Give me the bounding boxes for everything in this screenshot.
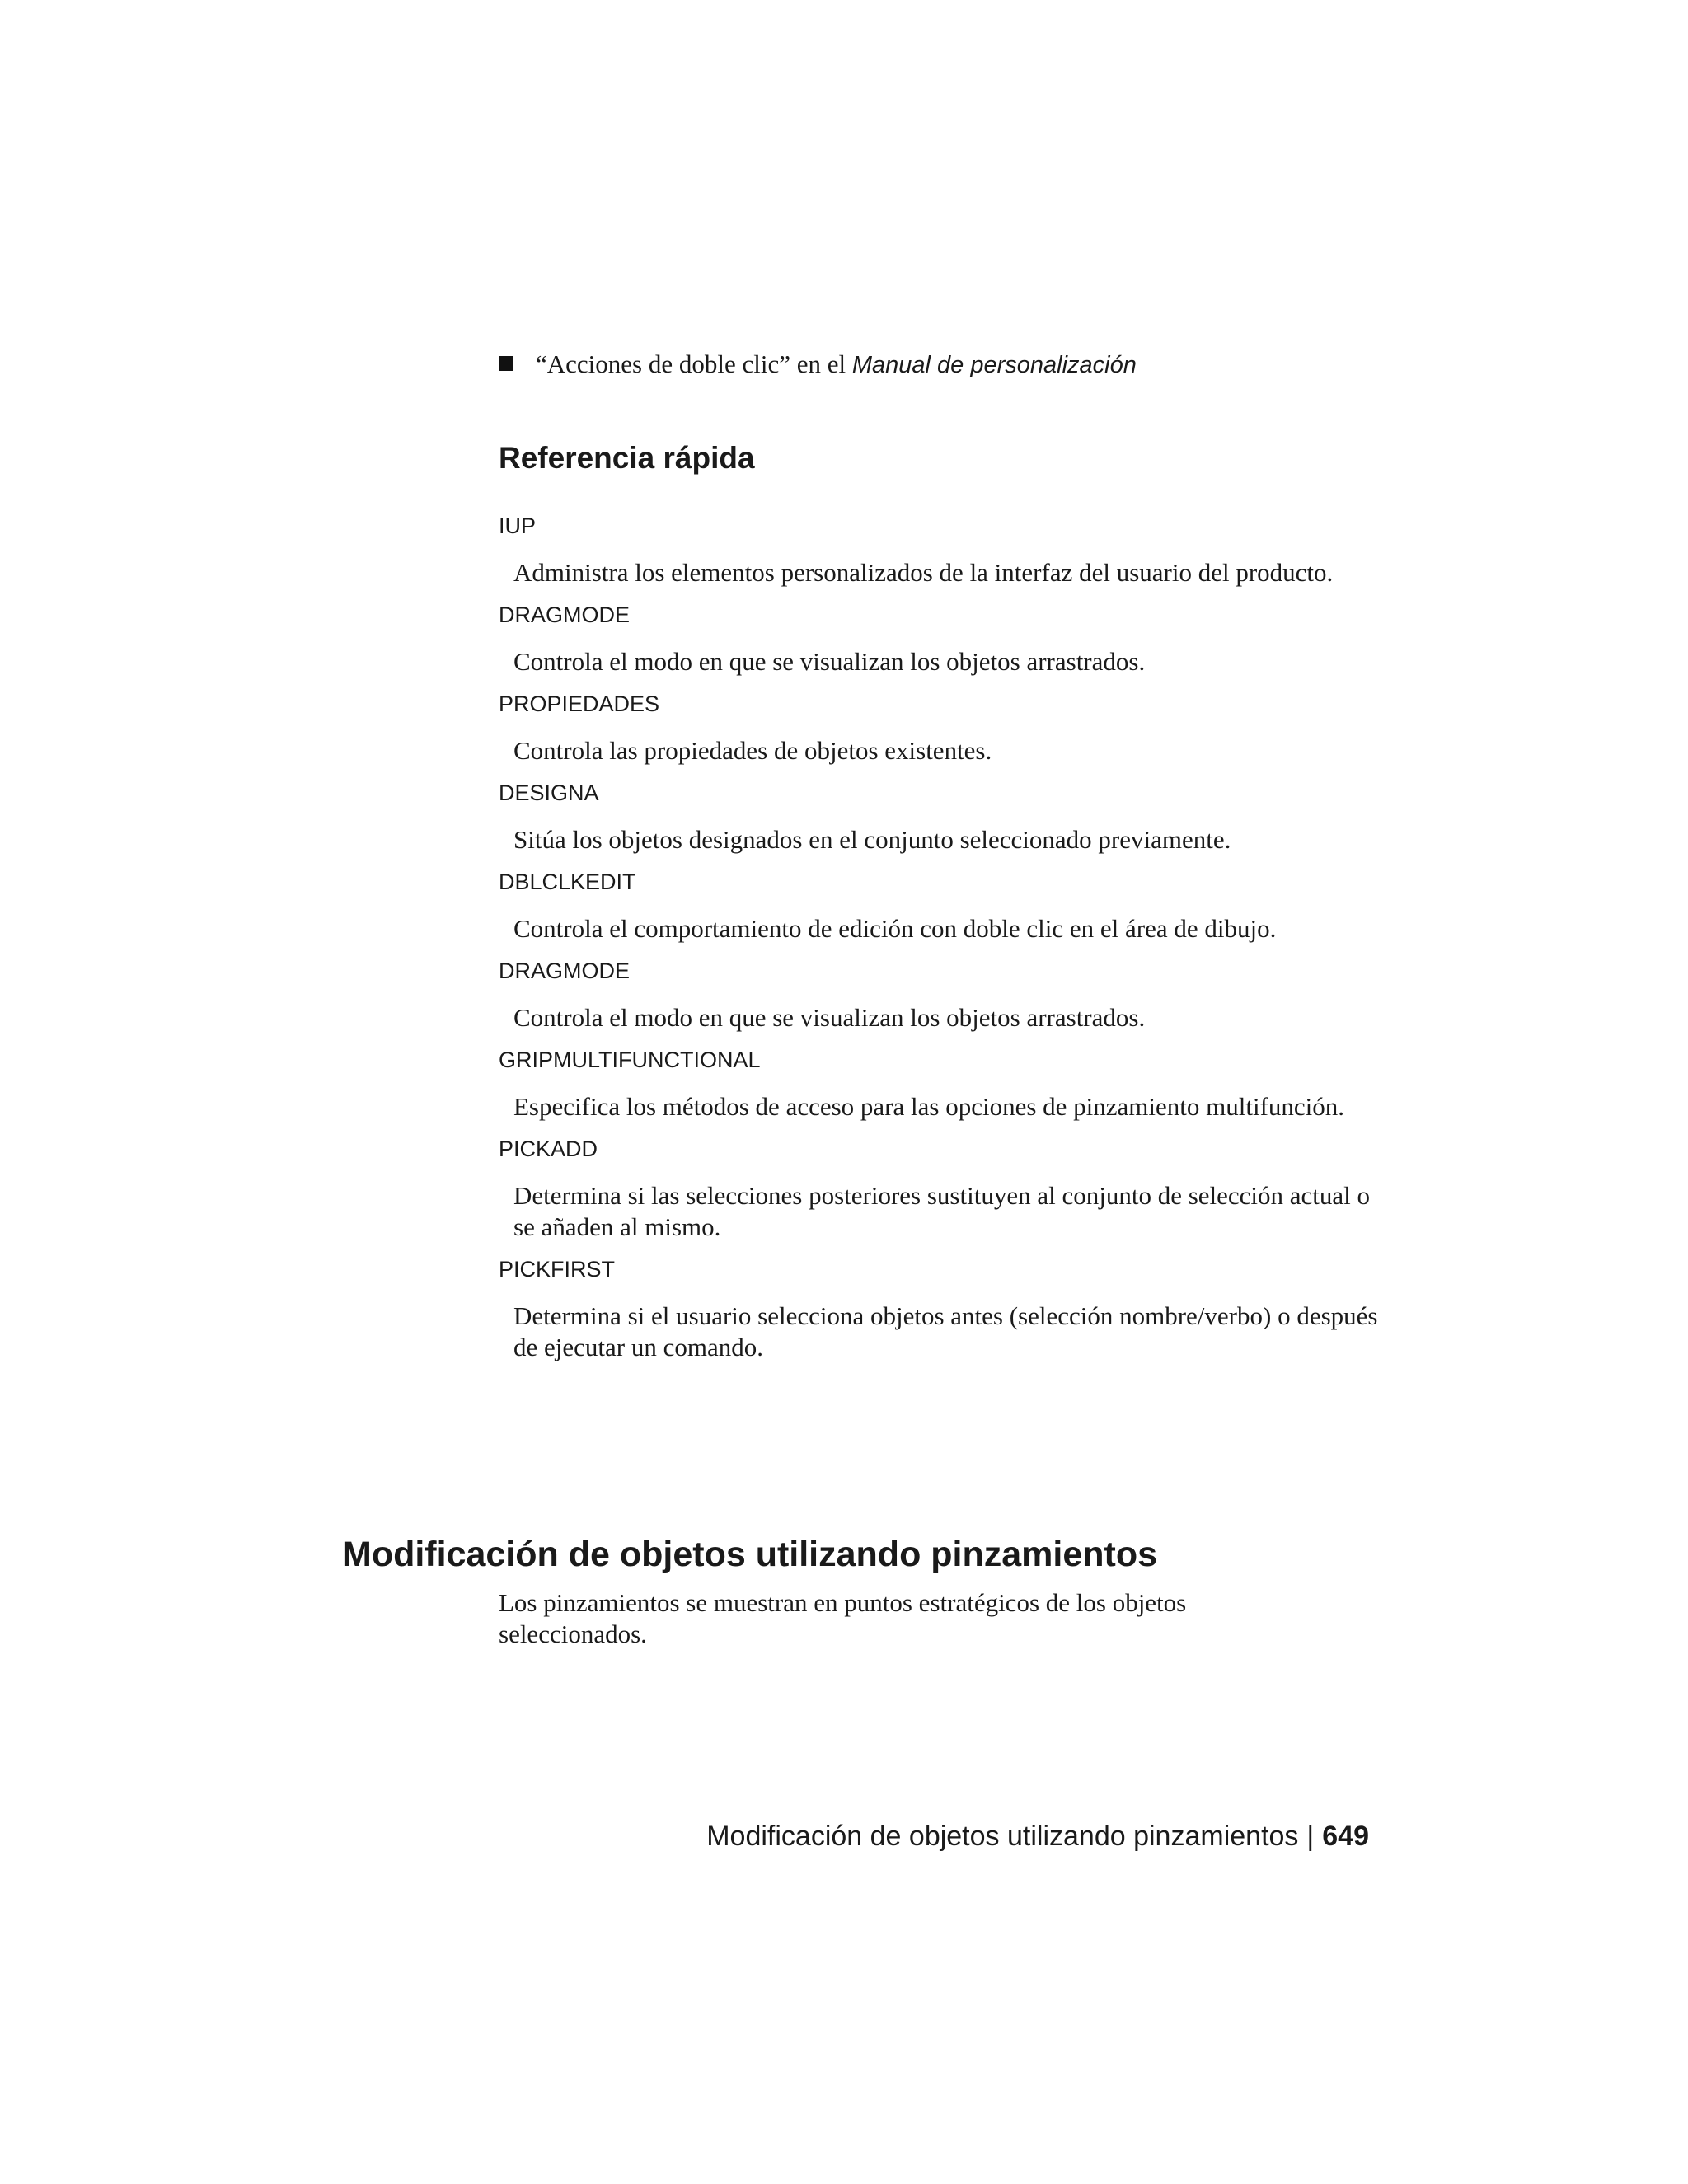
command-description: Sitúa los objetos designados en el conjunto seleccionado previamente. [513, 825, 1231, 854]
command-description: Determina si el usuario selecciona objetos antes (selección nombre/verbo) o después de ejecutar un comando. [513, 1301, 1378, 1361]
command-description: Controla el modo en que se visualizan los objetos arrastrados. [513, 1003, 1146, 1032]
command-description: Controla el modo en que se visualizan los objetos arrastrados. [513, 647, 1146, 676]
quick-reference-heading: Referencia rápida [499, 441, 755, 475]
square-bullet-icon [499, 356, 513, 371]
bullet-text: “Acciones de doble clic” en el [536, 349, 852, 378]
related-link-bullet [499, 348, 1137, 382]
command-name: DBLCLKEDIT [499, 869, 636, 894]
command-name: DRAGMODE [499, 602, 631, 627]
command-name: PICKADD [499, 1137, 598, 1161]
section-heading: Modificación de objetos utilizando pinzamientos [342, 1535, 1158, 1574]
command-description: Controla el comportamiento de edición con doble clic en el área de dibujo. [513, 914, 1277, 943]
running-title: Modificación de objetos utilizando pinzamientos [706, 1821, 1299, 1852]
page-footer [706, 1818, 1369, 1854]
command-description: Administra los elementos personalizados de la interfaz del usuario del producto. [513, 558, 1334, 587]
command-name: PROPIEDADES [499, 691, 660, 716]
section-intro: Los pinzamientos se muestran en puntos estratégicos de los objetos seleccionados. [499, 1588, 1187, 1648]
quick-reference-list [499, 511, 1405, 1375]
command-description: Especifica los métodos de acceso para las opciones de pinzamiento multifunción. [513, 1092, 1345, 1121]
command-description: Controla las propiedades de objetos existentes. [513, 736, 992, 765]
footer-separator: | [1306, 1821, 1315, 1852]
manual-title: Manual de personalización [851, 352, 1137, 378]
command-description: Determina si las selecciones posteriores sustituyen al conjunto de selección actual o se añaden al mismo. [513, 1181, 1371, 1241]
command-name: DESIGNA [499, 780, 599, 805]
command-name: DRAGMODE [499, 958, 631, 983]
command-name: GRIPMULTIFUNCTIONAL [499, 1047, 761, 1072]
page-number: 649 [1322, 1821, 1369, 1852]
command-name: IUP [499, 513, 537, 538]
command-name: PICKFIRST [499, 1257, 616, 1282]
